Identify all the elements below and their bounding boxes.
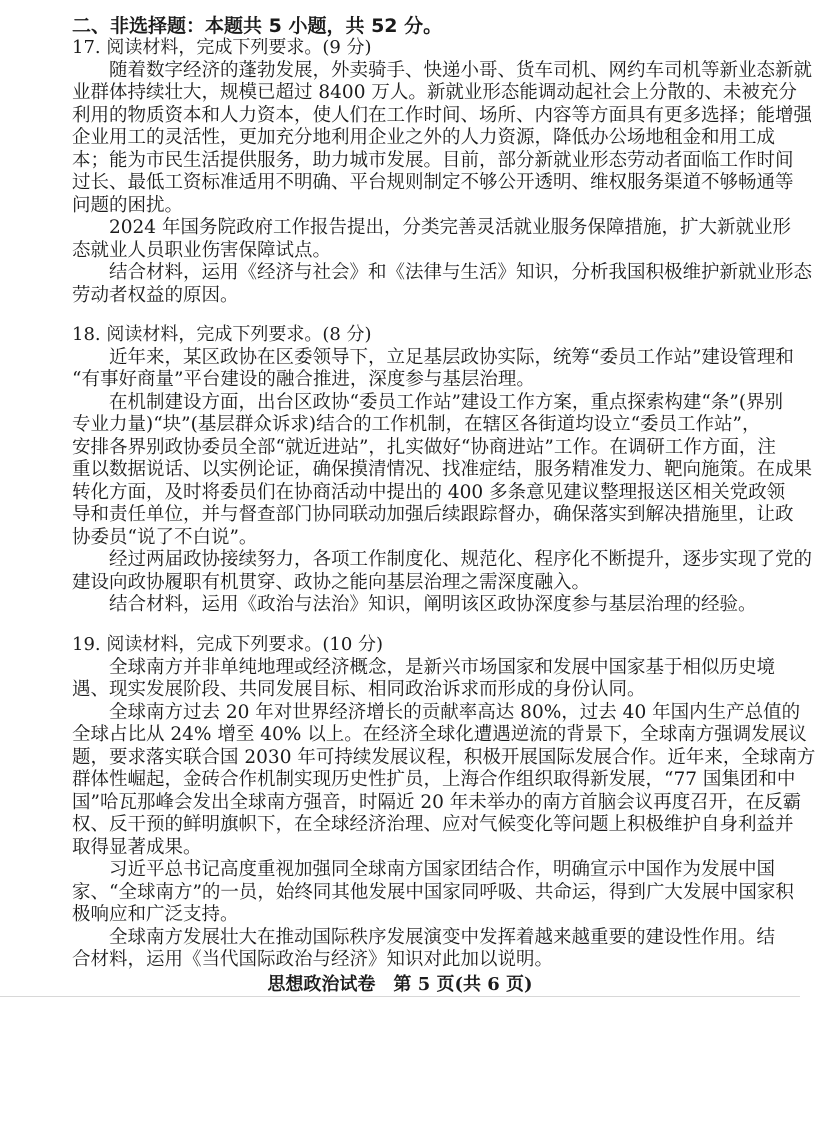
question-17 [72,37,813,307]
text-line: 过长、最低工资标准适用不明确、平台规则制定不够公开透明、维权服务渠道不够畅通等 [72,172,794,193]
paragraph [72,262,813,307]
paragraph [72,656,776,702]
text-line: 习近平总书记高度重视加强同全球南方国家团结合作，明确宣示中国作为发展中国 [109,859,776,880]
question-title: 19. 阅读材料，完成下列要求。(10 分) [72,634,384,655]
text-line: 权、反干预的鲜明旗帜下，在全球经济治理、应对气候变化等问题上积极维护自身利益并 [72,814,794,835]
question-18 [72,324,813,617]
question-19 [72,634,815,972]
text-line: 取得显著成果。 [72,836,202,858]
text-line: 在机制建设方面，出台区政协“委员工作站”建设工作方案，重点探索构建“条”(界别 [109,391,784,413]
text-line: 协委员“说了不白说”。 [72,526,258,548]
text-line: 全球南方发展壮大在推动国际秩序发展演变中发挥着越来越重要的建设性作用。结 [109,926,776,948]
text-line: 全球南方并非单纯地理或经济概念，是新兴市场国家和发展中国家基于相似历史境 [109,656,776,678]
text-line: 结合材料，运用《经济与社会》和《法律与生活》知识，分析我国积极维护新就业形态 [109,262,813,283]
paragraph [72,549,813,594]
paragraph [72,346,794,392]
paragraph [72,701,815,860]
text-line: 问题的困扰。 [72,194,184,216]
text-line: 专业力量)“块”(基层群众诉求)结合的工作机制，在辖区各街道均设立“委员工作站”， [72,414,761,435]
text-line: 全球占比从 24% 增至 40% 以上。在经济全球化遭遇逆流的背景下，全球南方强调发展议 [72,724,807,745]
text-line: 建设向政协履职有机贯穿、政协之能向基层治理之需深度融入。 [72,571,591,593]
text-line: 业群体持续壮大，规模已超过 8400 万人。新就业形态能调动起社会上分散的、未被充分 [72,82,797,103]
text-line: 转化方面，及时将委员们在协商活动中提出的 400 多条意见建议整理报送区相关党政领 [72,481,786,503]
text-line: 国”哈瓦那峰会发出全球南方强音，时隔近 20 年未举办的南方首脑会议再度召开，在反霸 [72,791,802,813]
text-line: 企业用工的灵活性，更加充分地利用企业之外的人力资源，降低办公场地租金和用工成 [72,127,776,148]
text-line: 合材料，运用《当代国际政治与经济》知识对此加以说明。 [72,949,554,970]
text-line: 极响应和广泛支持。 [72,904,239,925]
text-line: 安排各界别政协委员全部“就近进站”，扎实做好“协商进站”工作。在调研工作方面，注 [72,436,776,458]
paragraph [72,217,791,262]
question-title: 18. 阅读材料，完成下列要求。(8 分) [72,324,372,345]
section-heading: 二、非选择题：本题共 5 小题，共 52 分。 [72,15,443,37]
text-line: 遇、现实发展阶段、共同发展目标、相同政治诉求而形成的身份认同。 [72,679,646,700]
paragraph [72,391,813,550]
text-line: 题，要求落实联合国 2030 年可持续发展议程，积极开展国际发展合作。近年来，全球南方 [72,746,815,768]
text-line: 重以数据说话、以实例论证，确保摸清情况、找准症结，服务精准发力、靶向施策。在成果 [72,459,813,480]
text-line: “有事好商量”平台建设的融合推进，深度参与基层治理。 [72,369,535,390]
text-line: 导和责任单位，并与督查部门协同联动加强后续跟踪督办，确保落实到解决措施里，让政 [72,504,794,525]
text-line: 全球南方过去 20 年对世界经济增长的贡献率高达 80%，过去 40 年国内生产总值的 [109,701,801,723]
text-line: 2024 年国务院政府工作报告提出，分类完善灵活就业服务保障措施，扩大新就业形 [109,217,791,238]
page-edge-divider [0,996,800,997]
text-line: 家、“全球南方”的一员，始终同其他发展中国家同呼吸、共命运，得到广大发展中国家积 [72,881,794,903]
paragraph [72,859,794,927]
paragraph [72,59,813,218]
text-line: 经过两届政协接续努力，各项工作制度化、规范化、程序化不断提升，逐步实现了党的 [109,549,813,570]
question-title: 17. 阅读材料，完成下列要求。(9 分) [72,37,372,58]
text-line: 群体性崛起，金砖合作机制实现历史性扩员，上海合作组织取得新发展，“77 国集团和中 [72,769,796,790]
text-line: 态就业人员职业伤害保障试点。 [72,239,332,261]
text-line: 随着数字经济的蓬勃发展，外卖骑手、快递小哥、货车司机、网约车司机等新业态新就 [109,59,813,81]
page-footer: 思想政治试卷 第 5 页(共 6 页) [267,974,533,995]
text-line: 劳动者权益的原因。 [72,284,239,306]
text-line: 近年来，某区政协在区委领导下，立足基层政协实际，统筹“委员工作站”建设管理和 [109,346,794,368]
text-line: 本；能为市民生活提供服务，助力城市发展。目前，部分新就业形态劳动者面临工作时间 [72,149,794,171]
paragraph [72,594,757,617]
text-line: 利用的物质资本和人力资本，使人们在工作时间、场所、内容等方面具有更多选择；能增强 [72,104,813,126]
text-line: 结合材料，运用《政治与法治》知识，阐明该区政协深度参与基层治理的经验。 [109,594,757,615]
paragraph [72,926,776,972]
